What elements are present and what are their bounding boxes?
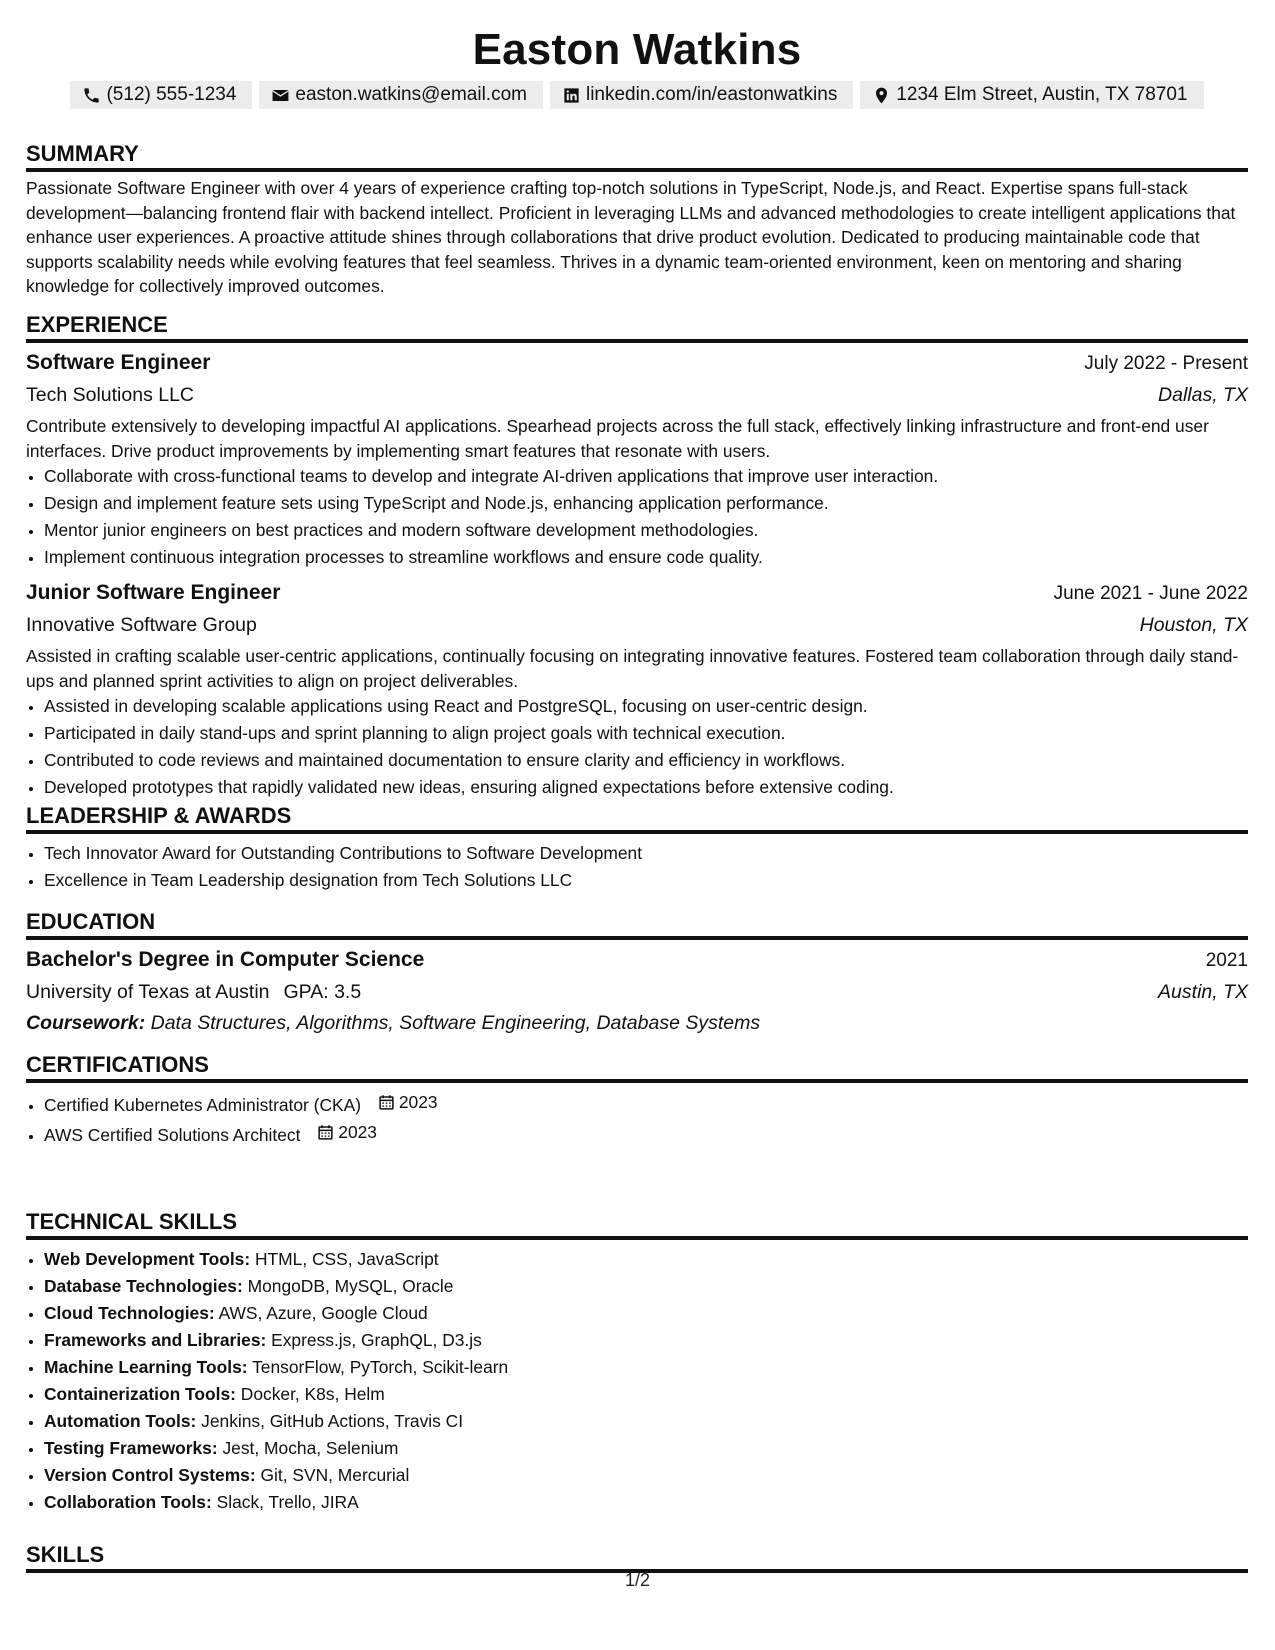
list-item: • Excellence in Team Leadership designation from Tech Solutions LLC [44, 867, 1248, 894]
cert-name: Certified Kubernetes Administrator (CKA) [44, 1095, 362, 1115]
list-item [44, 1381, 1248, 1408]
list-item [44, 1300, 1248, 1327]
list-item: • Design and implement feature sets using TypeScript and Node.js, enhancing application performance. [44, 490, 1248, 517]
job-role: Junior Software Engineer [26, 581, 281, 604]
leadership-heading: LEADERSHIP & AWARDS [26, 802, 1248, 834]
skill-label: Version Control Systems: [44, 1465, 256, 1485]
job-bullets [26, 693, 1248, 801]
list-item: • Assisted in developing scalable applications using React and PostgreSQL, focusing on user-centric design. [44, 693, 1248, 720]
job-header [26, 347, 1248, 380]
experience-section [26, 311, 1248, 801]
school-line [26, 977, 361, 1007]
skill-value: Jest, Mocha, Selenium [222, 1438, 399, 1458]
list-item [44, 1408, 1248, 1435]
list-item: • Implement continuous integration processes to streamline workflows and ensure code quality. [44, 544, 1248, 571]
contact-bar [26, 81, 1248, 109]
skill-label: Collaboration Tools: [44, 1492, 212, 1512]
list-item: • Collaborate with cross-functional teams to develop and integrate AI-driven applications that improve user interaction. [44, 463, 1248, 490]
skill-value: Jenkins, GitHub Actions, Travis CI [201, 1411, 464, 1431]
skill-value: Docker, K8s, Helm [240, 1384, 385, 1404]
list-item: • Mentor junior engineers on best practices and modern software development methodologies. [44, 517, 1248, 544]
job-entry [26, 347, 1248, 571]
job-dates: July 2022 - Present [1084, 353, 1248, 374]
cert-date [317, 1119, 377, 1146]
skill-value: AWS, Azure, Google Cloud [218, 1303, 428, 1323]
graduation-year: 2021 [1205, 950, 1248, 971]
job-entry [26, 577, 1248, 801]
coursework-list: Data Structures, Algorithms, Software Engineering, Database Systems [150, 1012, 761, 1034]
candidate-name: Easton Watkins [472, 25, 802, 74]
list-item: • Contributed to code reviews and maintained documentation to ensure clarity and efficiency in workflows. [44, 747, 1248, 774]
skill-label: Testing Frameworks: [44, 1438, 218, 1458]
list-item [44, 1246, 1248, 1273]
job-bullets [26, 463, 1248, 571]
list-item [44, 1462, 1248, 1489]
job-header [26, 577, 1248, 610]
job-subheader [26, 380, 1248, 410]
address-text: 1234 Elm Street, Austin, TX 78701 [896, 84, 1188, 105]
job-company: Innovative Software Group [26, 614, 257, 636]
skill-label: Containerization Tools: [44, 1384, 236, 1404]
job-role: Software Engineer [26, 351, 211, 374]
calendar-icon [378, 1094, 395, 1111]
certifications-heading: CERTIFICATIONS [26, 1051, 1248, 1083]
job-dates: June 2021 - June 2022 [1053, 583, 1248, 604]
certifications-list [26, 1089, 1248, 1149]
linkedin-icon [562, 86, 581, 105]
skill-value: HTML, CSS, JavaScript [254, 1249, 439, 1269]
summary-heading: SUMMARY [26, 140, 1248, 172]
map-pin-icon [872, 86, 891, 105]
skill-label: Web Development Tools: [44, 1249, 251, 1269]
job-description: Contribute extensively to developing impactful AI applications. Spearhead projects across the full stack, effectively linking infrastructure and front-end user interfaces. Drive product improvements by implementing smart features that resonate with users. [26, 416, 1209, 461]
skill-label: Machine Learning Tools: [44, 1357, 248, 1377]
skill-label: Cloud Technologies: [44, 1303, 215, 1323]
school-name: University of Texas at Austin [26, 981, 270, 1003]
coursework [26, 1007, 1248, 1039]
experience-heading: EXPERIENCE [26, 311, 1248, 343]
skill-label: Database Technologies: [44, 1276, 243, 1296]
job-subheader [26, 610, 1248, 640]
leadership-list [26, 840, 1248, 894]
list-item [44, 1327, 1248, 1354]
degree: Bachelor's Degree in Computer Science [26, 948, 425, 971]
job-description: Assisted in crafting scalable user-centric applications, continually focusing on integrating innovative features. Fostered team collaboration through daily stand-ups and planned sprint activities to align on project deliverables. [26, 646, 1239, 691]
list-item [44, 1089, 1248, 1119]
list-item: • Tech Innovator Award for Outstanding Contributions to Software Development [44, 840, 1248, 867]
email-text: easton.watkins@email.com [295, 84, 527, 105]
technical-skills-list [26, 1246, 1248, 1516]
technical-skills-heading: TECHNICAL SKILLS [26, 1208, 1248, 1240]
education-heading: EDUCATION [26, 908, 1248, 940]
list-item [44, 1489, 1248, 1516]
job-company: Tech Solutions LLC [26, 384, 195, 406]
address-contact[interactable] [860, 81, 1203, 109]
technical-skills-section [26, 1208, 1248, 1516]
cert-name: AWS Certified Solutions Architect [44, 1125, 301, 1145]
skill-value: Slack, Trello, JIRA [216, 1492, 359, 1512]
education-header [26, 944, 1248, 977]
list-item: • Participated in daily stand-ups and sprint planning to align project goals with technical execution. [44, 720, 1248, 747]
skill-value: MongoDB, MySQL, Oracle [247, 1276, 454, 1296]
cert-year: 2023 [398, 1092, 438, 1112]
certifications-section [26, 1051, 1248, 1149]
summary-text: Passionate Software Engineer with over 4 years of experience crafting top-notch solutions in TypeScript, Node.js, and React. Expertise spans full-stack development—balancing frontend flair with backend intellect. Proficient in leveraging LLMs and advanced methodologies to create intelligent applications that enhance user experiences. A proactive attitude shines through collaborations that drive product evolution. Dedicated to producing maintainable code that supports scalability needs while evolving features that feel seamless. Thrives in a dynamic team-oriented environment, keen on mentoring and sharing knowledge for collectively improved outcomes. [26, 178, 1236, 296]
gpa: GPA: 3.5 [283, 981, 362, 1003]
skill-value: TensorFlow, PyTorch, Scikit-learn [252, 1357, 509, 1377]
coursework-label: Coursework: [26, 1012, 146, 1034]
job-location: Houston, TX [1139, 614, 1248, 636]
phone-icon [82, 86, 101, 105]
list-item [44, 1435, 1248, 1462]
job-location: Dallas, TX [1158, 384, 1248, 406]
skill-value: Git, SVN, Mercurial [260, 1465, 410, 1485]
education-subheader [26, 977, 1248, 1007]
education-section [26, 908, 1248, 1039]
skills-heading: SKILLS [26, 1541, 1248, 1573]
skill-value: Express.js, GraphQL, D3.js [271, 1330, 482, 1350]
envelope-icon [271, 86, 290, 105]
school-location: Austin, TX [1158, 981, 1248, 1003]
email-contact[interactable] [259, 81, 543, 109]
cert-date [378, 1089, 438, 1116]
linkedin-text: linkedin.com/in/eastonwatkins [585, 84, 838, 105]
linkedin-contact[interactable] [550, 81, 853, 109]
skill-label: Automation Tools: [44, 1411, 197, 1431]
list-item [44, 1119, 1248, 1149]
phone-text: (512) 555-1234 [106, 84, 237, 105]
list-item [44, 1354, 1248, 1381]
leadership-section [26, 802, 1248, 894]
calendar-icon [317, 1124, 334, 1141]
cert-year: 2023 [338, 1122, 377, 1142]
page-number: 1/2 [624, 1570, 651, 1590]
list-item: • Developed prototypes that rapidly validated new ideas, ensuring aligned expectations before extensive coding. [44, 774, 1248, 801]
summary-section [26, 140, 1248, 299]
phone-contact[interactable] [70, 81, 252, 109]
list-item [44, 1273, 1248, 1300]
skill-label: Frameworks and Libraries: [44, 1330, 267, 1350]
